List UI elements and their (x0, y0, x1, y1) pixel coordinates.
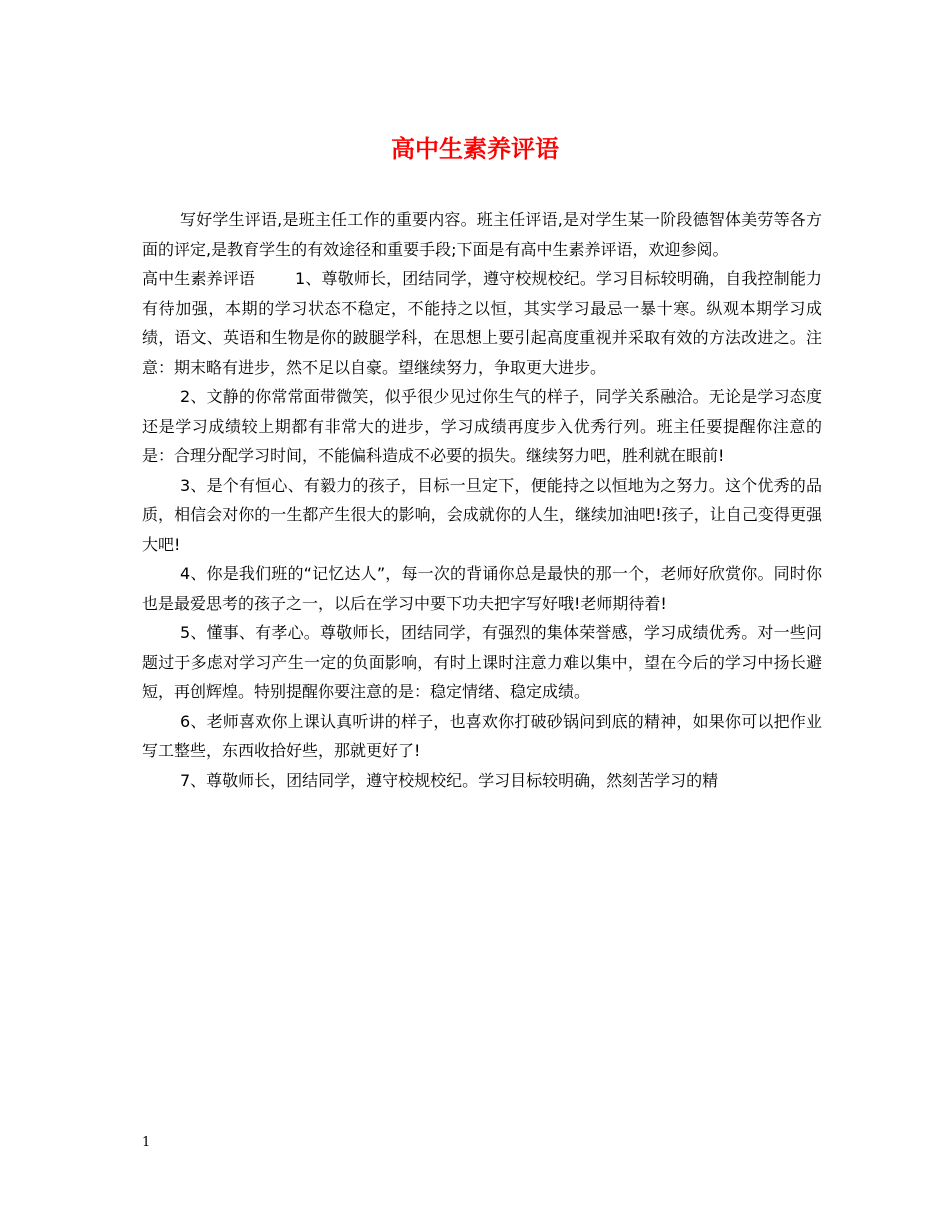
page-number: 1 (142, 1135, 151, 1150)
comment-paragraph-2: 2、文静的你常常面带微笑，似乎很少见过你生气的样子，同学关系融洽。无论是学习态度还是学习成绩较上期都有非常大的进步，学习成绩再度步入优秀行列。班主任要提醒你注意的是：合理分配学习时间，不能偏科造成不必要的损失。继续努力吧，胜利就在眼前! (142, 387, 822, 465)
comment-paragraph-5: 5、懂事、有孝心。尊敬师长，团结同学，有强烈的集体荣誉感，学习成绩优秀。对一些问题过于多虑对学习产生一定的负面影响，有时上课时注意力难以集中，望在今后的学习中扬长避短，再创辉煌。特别提醒你要注意的是：稳定情绪、稳定成绩。 (142, 623, 822, 701)
document-body (142, 205, 822, 795)
document-title: 高中生素养评语 (391, 135, 559, 163)
comment-paragraph-7: 7、尊敬师长，团结同学，遵守校规校纪。学习目标较明确，然刻苦学习的精 (180, 770, 719, 790)
section-heading: 高中生素养评语 (142, 269, 256, 288)
comment-paragraph-1 (142, 264, 822, 382)
comment-text-1: 1、尊敬师长，团结同学，遵守校规校纪。学习目标较明确，自我控制能力有待加强，本期的学习状态不稳定，不能持之以恒，其实学习最忌一暴十寒。纵观本期学习成绩，语文、英语和生物是你的跛腿学科，在思想上要引起高度重视并采取有效的方法改进之。注意：期末略有进步，然不足以自豪。望继续努力，争取更大进步。 (142, 269, 822, 377)
comment-paragraph-6: 6、老师喜欢你上课认真听讲的样子，也喜欢你打破砂锅问到底的精神，如果你可以把作业写工整些，东西收拾好些，那就更好了! (142, 711, 822, 760)
comment-paragraph-3: 3、是个有恒心、有毅力的孩子，目标一旦定下，便能持之以恒地为之努力。这个优秀的品质，相信会对你的一生都产生很大的影响，会成就你的人生，继续加油吧!孩子，让自己变得更强大吧! (142, 475, 822, 554)
intro-paragraph: 写好学生评语,是班主任工作的重要内容。班主任评语,是对学生某一阶段德智体美劳等各方面的评定,是教育学生的有效途径和重要手段;下面是有高中生素养评语，欢迎参阅。 (142, 210, 822, 259)
comment-paragraph-4: 4、你是我们班的“记忆达人”，每一次的背诵你总是最快的那一个，老师好欣赏你。同时你也是最爱思考的孩子之一，以后在学习中要下功夫把字写好哦!老师期待着! (142, 564, 822, 613)
